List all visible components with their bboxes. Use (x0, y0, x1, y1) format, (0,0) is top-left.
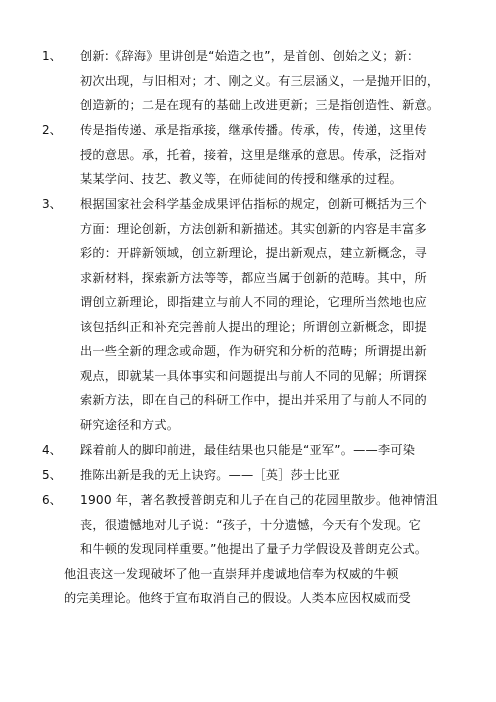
item-line: 彩的：开辟新领域，创立新理论，提出新观点，建立新概念，寻 (80, 246, 427, 260)
item-line: 推陈出新是我的无上诀窍。——［英］莎士比亚 (80, 468, 341, 482)
item-line: 踩着前人的脚印前进，最佳结果也只能是“亚军”。——李可染 (80, 443, 416, 457)
item-number: 5、 (42, 468, 62, 482)
item-number: 4、 (42, 443, 62, 457)
item-line: 该包括纠正和补充完善前人提出的理论；所谓创立新概念，即提 (80, 319, 427, 334)
item-line: 根据国家社会科学基金成果评估指标的规定，创新可概括为三个 (80, 197, 427, 211)
item-line: 方面：理论创新，方法创新和新描述。其实创新的内容是丰富多 (80, 221, 427, 236)
item-continuation-line: 的完美理论。他终于宣布取消自己的假设。人类本应因权威而受 (64, 591, 411, 605)
item-line: 丧，很遗憾地对儿子说：“孩子，十分遗憾，今天有个发现。它 (80, 517, 421, 532)
item-line: 求新材料，探索新方法等等，都应当属于创新的范畴。其中，所 (80, 270, 427, 285)
item-line: 研究途径和方式。 (80, 417, 180, 432)
item-number: 3、 (42, 197, 62, 211)
item-line: 1900 年，著名教授普朗克和儿子在自己的花园里散步。他神情沮 (80, 493, 438, 507)
item-line: 初次出现，与旧相对；才、刚之义。有三层涵义，一是抛开旧的， (80, 73, 440, 88)
item-line: 传是指传递、承是指承接，继承传播。传承，传，传递，这里传 (80, 123, 427, 137)
item-line: 索新方法，即在自己的科研工作中，提出并采用了与前人不同的 (80, 393, 427, 407)
item-line: 创造新的；二是在现有的基础上改进更新；三是指创造性、新意。 (80, 98, 440, 112)
item-line: 某某学问、技艺、教义等，在师徒间的传授和继承的过程。 (80, 172, 403, 186)
item-line: 观点，即就某一具体事实和问题提出与前人不同的见解；所谓探 (80, 368, 427, 383)
item-number: 2、 (42, 123, 62, 137)
item-line: 授的意思。承，托着，接着，这里是继承的意思。传承，泛指对 (80, 147, 427, 162)
item-line: 和牛顿的发现同样重要。”他提出了量子力学假设及普朗克公式。 (80, 542, 428, 556)
item-continuation-line: 他沮丧这一发现破坏了他一直崇拜并虔诚地信奉为权威的牛顿 (64, 566, 399, 581)
item-line: 创新:《辞海》里讲创是“始造之也”，是首创、创始之义；新： (80, 49, 420, 63)
item-number: 1、 (42, 49, 62, 63)
item-line: 出一些全新的理念或命题，作为研究和分析的范畴；所谓提出新 (80, 344, 427, 358)
item-line: 谓创立新理论，即指建立与前人不同的理论，它理所当然地也应 (80, 295, 427, 309)
item-number: 6、 (42, 493, 62, 507)
